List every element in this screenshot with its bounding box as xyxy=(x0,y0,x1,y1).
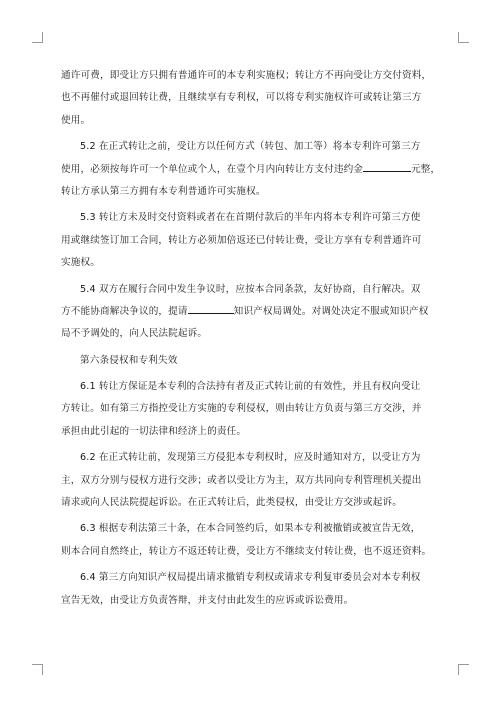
text-line: 主，双方分别与侵权方进行交涉；或者以受让方为主，双方共同向专利管理机关提出 xyxy=(61,474,422,486)
text-line: 用或继续签订加工合同，转让方必须加倍返还已付转让费，受让方享有专利普通许可 xyxy=(61,234,422,246)
text-line: 转让方承认第三方拥有本专利普通许可实施权。 xyxy=(61,185,266,197)
text-line-with-blank xyxy=(61,159,445,181)
text-line: 实施权。 xyxy=(61,257,100,269)
text-line: 6.3 根据专利法第三十条，在本合同签约后，如果本专利被撤销或被宣告无效， xyxy=(80,523,421,535)
text-line: 通许可费，即受让方只拥有普通许可的本专利实施权；转让方不再向受让方交付资料， xyxy=(61,70,432,81)
text-line: 5.4 双方在履行合同中发生争议时，应按本合同条款，友好协商，自行解决。双 xyxy=(80,283,421,295)
paragraph-clause-6-2 xyxy=(61,447,445,514)
paragraph-clause-5-3 xyxy=(61,207,445,274)
crop-mark-top-left xyxy=(32,32,43,43)
text-line: 方转让。如有第三方指控受让方实施的专利侵权，则由转让方负责与第三方交涉，并 xyxy=(61,403,422,415)
text-line: 请求或向人民法院提起诉讼。在正式转让后，此类侵权，由受让方交涉或起诉。 xyxy=(61,497,403,509)
paragraph-clause-5-4 xyxy=(61,279,445,346)
paragraph-clause-6-3 xyxy=(61,518,445,563)
crop-mark-bottom-right xyxy=(458,664,469,675)
text-segment: 知识产权局调处。对调处决定不服或知识产权 xyxy=(233,305,429,317)
paragraph-continuation xyxy=(61,65,445,132)
crop-mark-top-right xyxy=(458,32,469,43)
text-segment: 元整， xyxy=(411,163,441,175)
paragraph-clause-5-2 xyxy=(61,136,445,203)
text-line: 5.3 转让方未及时交付资料或者在在首期付款后的半年内将本专利许可第三方使 xyxy=(80,212,421,224)
text-line: 宣告无效，由受让方负责答辩，并支付由此发生的应诉或诉讼费用。 xyxy=(61,594,354,606)
text-line-with-blank xyxy=(61,301,445,323)
text-line: 6.2 在正式转让前，发现第三方侵犯本专利权时，应及时通知对方，以受让方为 xyxy=(80,452,421,464)
fill-in-blank-penalty-amount[interactable] xyxy=(363,161,411,172)
section-heading-article-6 xyxy=(61,350,445,372)
text-line: 使用。 xyxy=(61,114,91,126)
paragraph-clause-6-4 xyxy=(61,567,445,612)
document-body xyxy=(61,65,445,616)
paragraph-clause-6-1 xyxy=(61,376,445,443)
text-line: 则本合同自然终止，转让方不返还转让费，受让方不继续支付转让费，也不返还资料。 xyxy=(61,545,432,557)
heading-text: 第六条侵权和专利失效 xyxy=(80,354,178,366)
text-line: 5.2 在正式转让之前，受让方以任何方式（转包、加工等）将本专利许可第三方 xyxy=(80,141,421,153)
text-line: 局不予调处的，向人民法院起诉。 xyxy=(61,328,208,340)
text-segment: 方不能协商解决争议的，提请 xyxy=(61,305,188,317)
text-line: 也不再催付或退回转让费，且继续享有专利权，可以将专利实施权许可或转让第三方 xyxy=(61,92,422,104)
text-line: 6.4 第三方向知识产权局提出请求撤销专利权或请求专利复审委员会对本专利权 xyxy=(80,572,421,584)
text-line: 6.1 转让方保证是本专利的合法持有者及正式转让前的有效性，并且有权向受让 xyxy=(80,381,421,393)
text-segment: 使用，必须按每许可一个单位或个人，在壹个月内向转让方支付违约金 xyxy=(61,163,364,175)
crop-mark-bottom-left xyxy=(32,664,43,675)
fill-in-blank-ip-office[interactable] xyxy=(188,303,234,314)
text-line: 承担由此引起的一切法律和经济上的责任。 xyxy=(61,425,247,437)
